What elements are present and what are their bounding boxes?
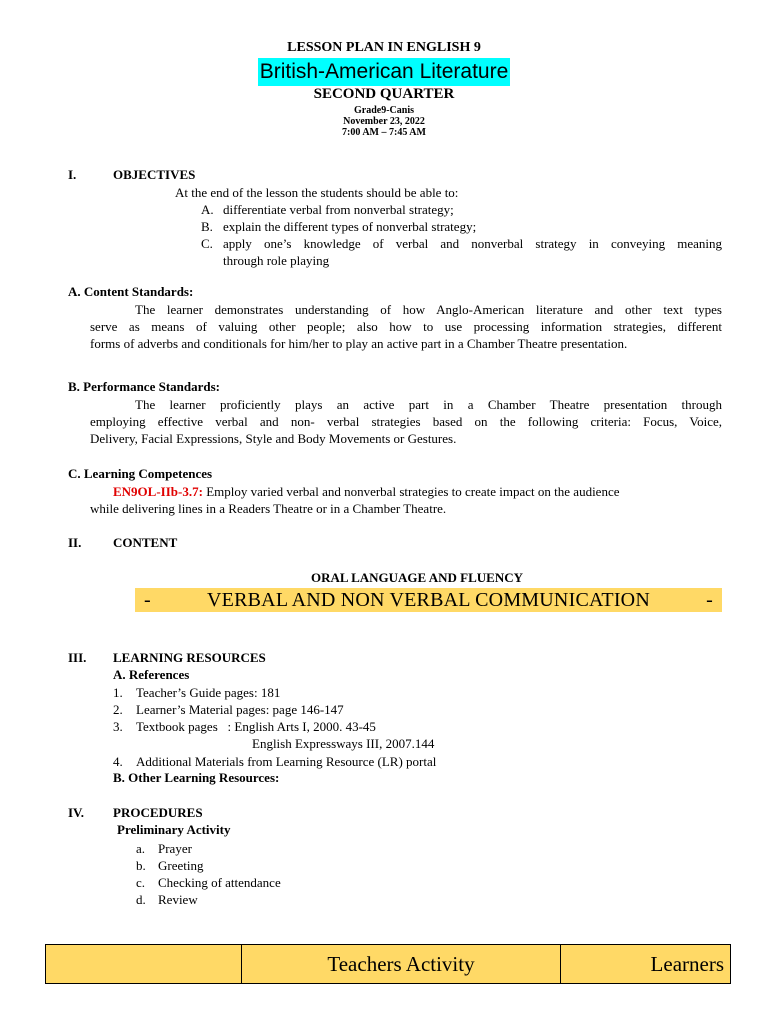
objectives-numeral: I. bbox=[68, 167, 77, 182]
competency-text: Employ varied verbal and nonverbal strategies to create impact on the audience bbox=[202, 484, 620, 499]
reference-number: 2. bbox=[113, 702, 123, 717]
subject-title: British-American Literature bbox=[258, 58, 511, 86]
references-heading: A. References bbox=[113, 667, 190, 682]
quarter-title: SECOND QUARTER bbox=[313, 86, 455, 102]
content-heading: CONTENT bbox=[113, 535, 178, 550]
learning-competences-heading: C. Learning Competences bbox=[68, 466, 213, 481]
reference-item: Additional Materials from Learning Resource (LR) portal bbox=[136, 754, 437, 769]
lesson-plan-title: LESSON PLAN IN ENGLISH 9 bbox=[287, 40, 481, 55]
performance-standards-heading: B. Performance Standards: bbox=[68, 379, 221, 394]
competency-code: EN9OL-IIb-3.7: bbox=[113, 484, 203, 499]
procedure-item: Greeting bbox=[158, 858, 204, 873]
content-standards-heading: A. Content Standards: bbox=[68, 284, 194, 299]
procedure-item: Review bbox=[158, 892, 198, 907]
table-header-row bbox=[46, 945, 731, 984]
objective-letter: B. bbox=[201, 219, 213, 234]
activity-table bbox=[45, 944, 731, 984]
content-standards-text: The learner demonstrates understanding of how Anglo-American literature and other text types bbox=[135, 302, 722, 317]
procedure-letter: b. bbox=[136, 858, 146, 873]
objectives-intro: At the end of the lesson the students should be able to: bbox=[175, 185, 459, 200]
objective-item-continued: through role playing bbox=[223, 253, 330, 268]
objective-letter: C. bbox=[201, 236, 213, 251]
content-standards-text: forms of adverbs and conditionals for him/her to play an active part in a Chamber Theatre presentation. bbox=[90, 336, 628, 351]
reference-number: 3. bbox=[113, 719, 123, 734]
time-label: 7:00 AM – 7:45 AM bbox=[342, 127, 426, 138]
reference-item: Textbook pages : English Arts I, 2000. 43-45 bbox=[136, 719, 376, 734]
content-subheading: ORAL LANGUAGE AND FLUENCY bbox=[311, 570, 523, 585]
objective-item: apply one’s knowledge of verbal and nonverbal strategy in conveying meaning bbox=[223, 236, 722, 251]
procedures-numeral: IV. bbox=[68, 805, 85, 820]
learners-header: Learners bbox=[561, 945, 731, 984]
procedure-item: Checking of attendance bbox=[158, 875, 281, 890]
objective-item: differentiate verbal from nonverbal strategy; bbox=[223, 202, 454, 217]
topic-title: VERBAL AND NON VERBAL COMMUNICATION bbox=[207, 589, 650, 611]
resources-numeral: III. bbox=[68, 650, 87, 665]
section-label: Grade9-Canis bbox=[354, 105, 414, 116]
reference-number: 4. bbox=[113, 754, 123, 769]
objective-item: explain the different types of nonverbal strategy; bbox=[223, 219, 477, 234]
other-resources-heading: B. Other Learning Resources: bbox=[113, 770, 280, 785]
procedure-letter: d. bbox=[136, 892, 146, 907]
objectives-heading: OBJECTIVES bbox=[113, 167, 196, 182]
table-header-cell bbox=[46, 945, 242, 984]
performance-standards-text: Delivery, Facial Expressions, Style and Body Movements or Gestures. bbox=[90, 431, 457, 446]
date-label: November 23, 2022 bbox=[343, 116, 425, 127]
performance-standards-text: employing effective verbal and non- verbal strategies based on the following criteria: Focus, Voice, bbox=[90, 414, 722, 429]
resources-heading: LEARNING RESOURCES bbox=[113, 650, 266, 665]
objective-letter: A. bbox=[201, 202, 214, 217]
procedures-heading: PROCEDURES bbox=[113, 805, 203, 820]
teachers-activity-header: Teachers Activity bbox=[242, 945, 561, 984]
performance-standards-text: The learner proficiently plays an active part in a Chamber Theatre presentation through bbox=[135, 397, 722, 412]
procedure-letter: a. bbox=[136, 841, 146, 856]
banner-dash-left: - bbox=[144, 589, 151, 611]
procedure-letter: c. bbox=[136, 875, 146, 890]
competency-text-continued: while delivering lines in a Readers Theatre or in a Chamber Theatre. bbox=[90, 501, 447, 516]
reference-item: Learner’s Material pages: page 146-147 bbox=[136, 702, 344, 717]
topic-banner bbox=[135, 588, 722, 612]
procedure-item: Prayer bbox=[158, 841, 192, 856]
reference-number: 1. bbox=[113, 685, 123, 700]
reference-item: English Expressways III, 2007.144 bbox=[252, 736, 435, 751]
preliminary-activity-heading: Preliminary Activity bbox=[117, 822, 231, 837]
banner-dash-right: - bbox=[706, 589, 713, 611]
content-numeral: II. bbox=[68, 535, 82, 550]
reference-item: Teacher’s Guide pages: 181 bbox=[136, 685, 281, 700]
content-standards-text: serve as means of valuing other people; also how to use processing information strategies, different bbox=[90, 319, 722, 334]
